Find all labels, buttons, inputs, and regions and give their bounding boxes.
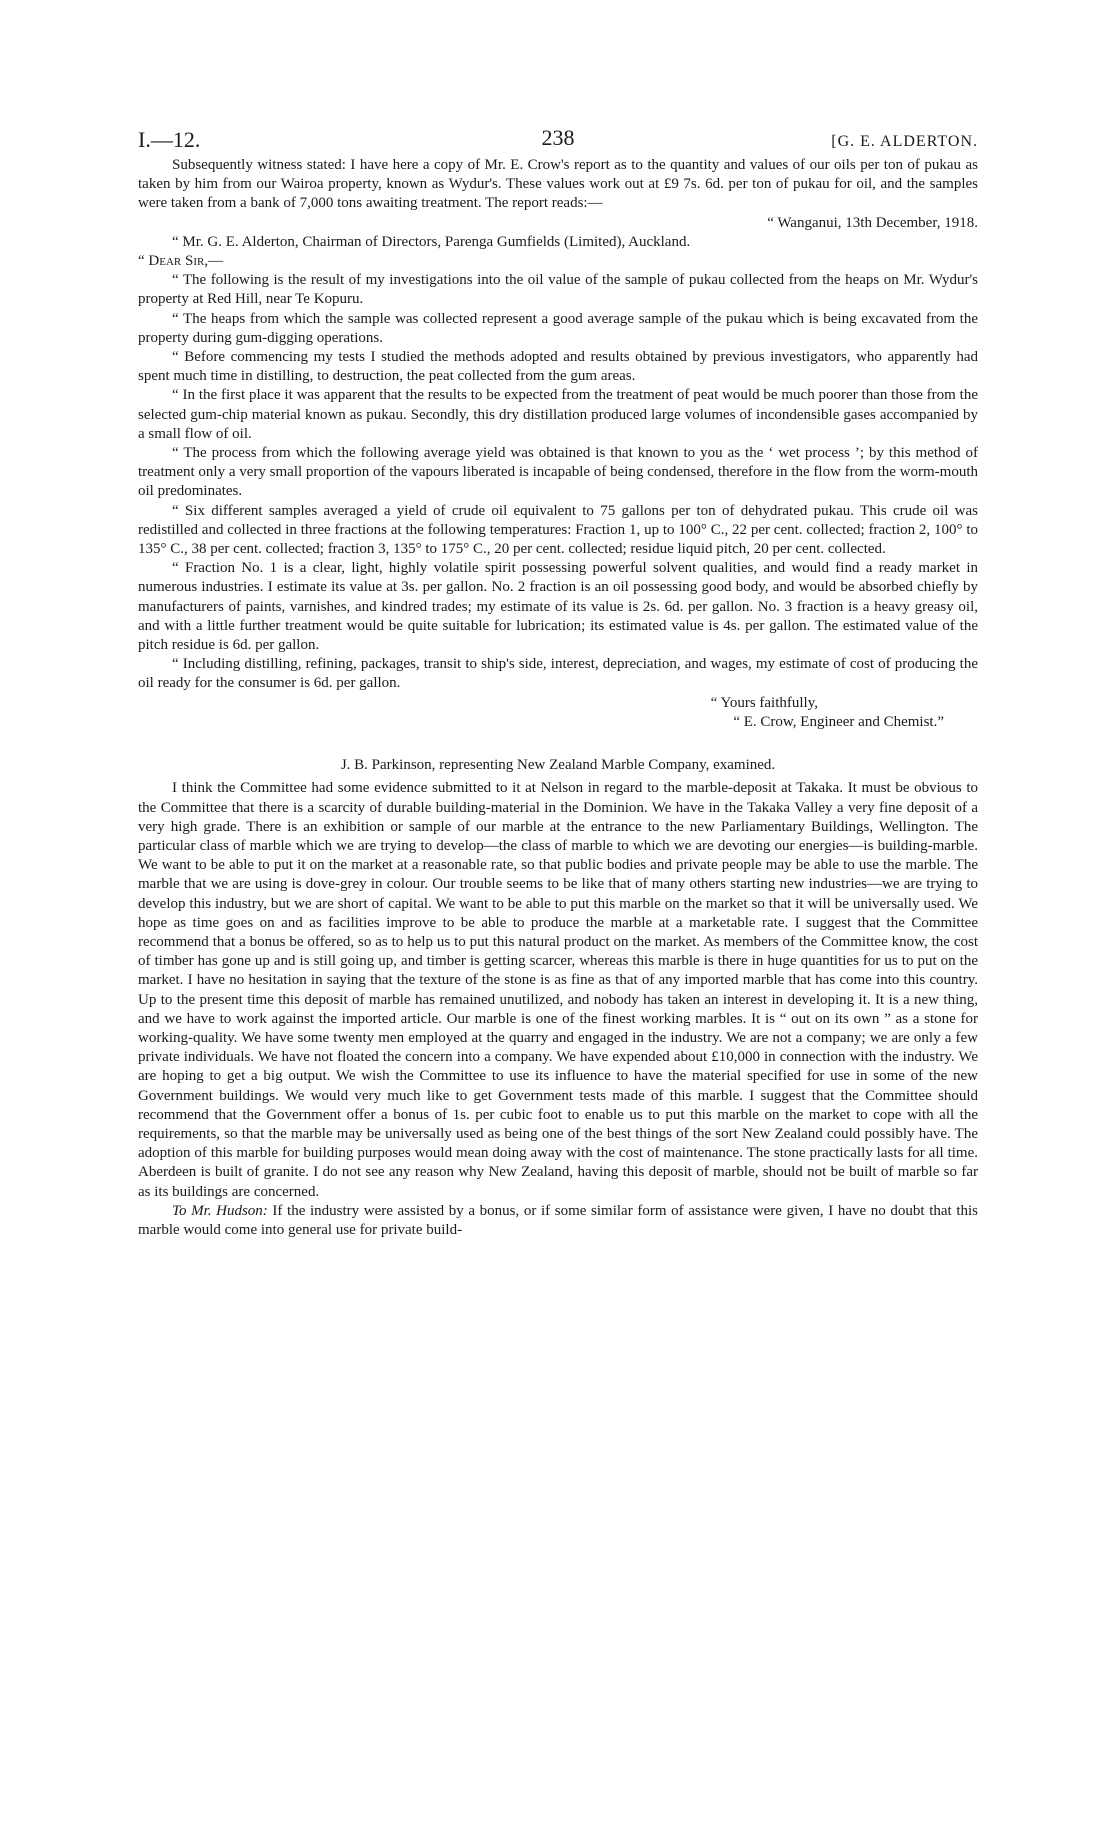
report-reference: I.—12.	[138, 127, 201, 152]
letter-body	[138, 271, 978, 693]
letter-paragraph: “ The process from which the following average yield was obtained is that known to you as the ‘ wet process ’; by this method of treatment only a very small proportion of the vapours liberated is incapable of being condensed, therefore in the flow from the worm-mouth oil predominates.	[138, 445, 978, 500]
witness-heading: J. B. Parkinson, representing New Zealand Marble Company, examined.	[340, 757, 776, 774]
alderton-intro: Subsequently witness stated: I have here a copy of Mr. E. Crow's report as to the quantity and values of our oils per ton of pukau as taken by him from our Wairoa property, known as Wydur's. These values work out at £9 7s. 6d. per ton of pukau for oil, and the samples were taken from a bank of 7,000 tons awaiting treatment. The report reads:—	[138, 157, 978, 212]
letter-salutation: “ Dear Sir,—	[138, 253, 224, 270]
parkinson-hudson-answer	[138, 1202, 978, 1240]
letter-paragraph: “ The heaps from which the sample was collected represent a good average sample of the pukau which is being excavated from the property during gum-digging operations.	[138, 310, 978, 346]
letter-paragraph: “ Including distilling, refining, packages, transit to ship's side, interest, depreciation, and wages, my estimate of cost of producing the oil ready for the consumer is 6d. per gallon.	[138, 656, 978, 692]
letter-closing: “ Yours faithfully,	[710, 694, 818, 711]
page-number: 238	[541, 125, 575, 150]
letter-paragraph: “ Fraction No. 1 is a clear, light, highly volatile spirit possessing powerful solvent qualities, and would find a ready market in numerous industries. I estimate its value at 3s. per gallon. No. 2 fraction is an oil possessing good body, and would be absorbed chiefly by manufacturers of paints, varnishes, and kindred trades; my estimate of its value is 2s. 6d. per gallon. No. 3 fraction is a heavy greasy oil, and with a little further treatment would be quite suitable for lubrication; its estimated value is 4s. per gallon. The estimated value of the pitch residue is 6d. per gallon.	[138, 560, 978, 654]
letter-date: “ Wanganui, 13th December, 1918.	[767, 214, 978, 231]
letter-paragraph: “ Before commencing my tests I studied the methods adopted and results obtained by previous investigators, who apparently had spent much time in distilling, to destruction, the peat collected from the gum areas.	[138, 349, 978, 385]
letter-paragraph: “ In the first place it was apparent that the results to be expected from the treatment of peat would be much poorer than those from the selected gum-chip material known as pukau. Secondly, this dry distillation produced large volumes of incondensible gases accompanied by a small flow of oil.	[138, 387, 978, 442]
page-header	[138, 122, 978, 156]
letter-signature: “ E. Crow, Engineer and Chemist.”	[733, 713, 944, 730]
letter-addressee: “ Mr. G. E. Alderton, Chairman of Directors, Parenga Gumfields (Limited), Auckland.	[172, 233, 691, 250]
answer-text: If the industry were assisted by a bonus, or if some similar form of assistance were given, I have no doubt that this marble would come into general use for private build-	[138, 1202, 978, 1238]
parkinson-statement: I think the Committee had some evidence submitted to it at Nelson in regard to the marble-deposit at Takaka. It must be obvious to the Committee that there is a scarcity of durable building-material in the Dominion. We have in the Takaka Valley a very fine deposit of a very high grade. There is an exhibition or sample of our marble at the entrance to the new Parliamentary Buildings, Wellington. The particular class of marble which we are trying to develop—the class of marble to which we are devoting our energies—is building-marble. We want to be able to put it on the market at a reasonable rate, so that public bodies and private people may be able to use the marble. The marble that we are using is dove-grey in colour. Our trouble seems to be like that of many others starting new industries—we are trying to develop this industry, but we are short of capital. We want to be able to put this marble on the market so that it will be universally used. We hope as time goes on and as facilities improve to be able to produce the marble at a marketable rate. I suggest that the Committee recommend that a bonus be offered, so as to help us to put this natural product on the market. As members of the Committee know, the cost of timber has gone up and is still going up, and timber is getting scarcer, whereas this marble is there in huge quantities for us to put on the market. I have no hesitation in saying that the texture of the stone is as fine as that of any imported marble that has come into this country. Up to the present time this deposit of marble has remained unutilized, and nobody has taken an interest in developing it. It is a new thing, and we have to work against the imported article. Our marble is one of the finest working marbles. It is “ out on its own ” as a stone for working-quality. We have some twenty men employed at the quarry and engaged in the industry. We are not a company; we are only a few private individuals. We have not floated the concern into a company. We have expended about £10,000 in connection with the industry. We are hoping to get a big output. We wish the Committee to use its influence to have the material specified for use in some of the new Government buildings. We would very much like to get Government tests made of this marble. I suggest that the Committee should recommend that the Government offer a bonus of 1s. per cubic foot to enable us to put this marble on the market to cope with all the requirements, so that the marble may be universally used as being one of the best things of the sort New Zealand could possibly have. The adoption of this marble for building purposes would mean doing away with the cost of maintenance. The stone practically lasts for all time. Aberdeen is built of granite. I do not see any reason why New Zealand, having this deposit of marble, should not be built of marble so far as its buildings are concerned.	[138, 780, 978, 1200]
questioner-label: To Mr. Hudson:	[172, 1202, 268, 1219]
letter-paragraph: “ The following is the result of my investigations into the oil value of the sample of pukau collected from the heaps on Mr. Wydur's property at Red Hill, near Te Kopuru.	[138, 272, 978, 308]
document-body	[138, 156, 978, 1240]
witness-name: [G. E. ALDERTON.	[831, 133, 978, 150]
letter-paragraph: “ Six different samples averaged a yield of crude oil equivalent to 75 gallons per ton of dehydrated pukau. This crude oil was redistilled and collected in three fractions at the following temperatures: Fraction 1, up to 100° C., 22 per cent. collected; fraction 2, 100° to 135° C., 38 per cent. collected; fraction 3, 135° to 175° C., 20 per cent. collected; residue liquid pitch, 20 per cent. collected.	[138, 502, 978, 558]
